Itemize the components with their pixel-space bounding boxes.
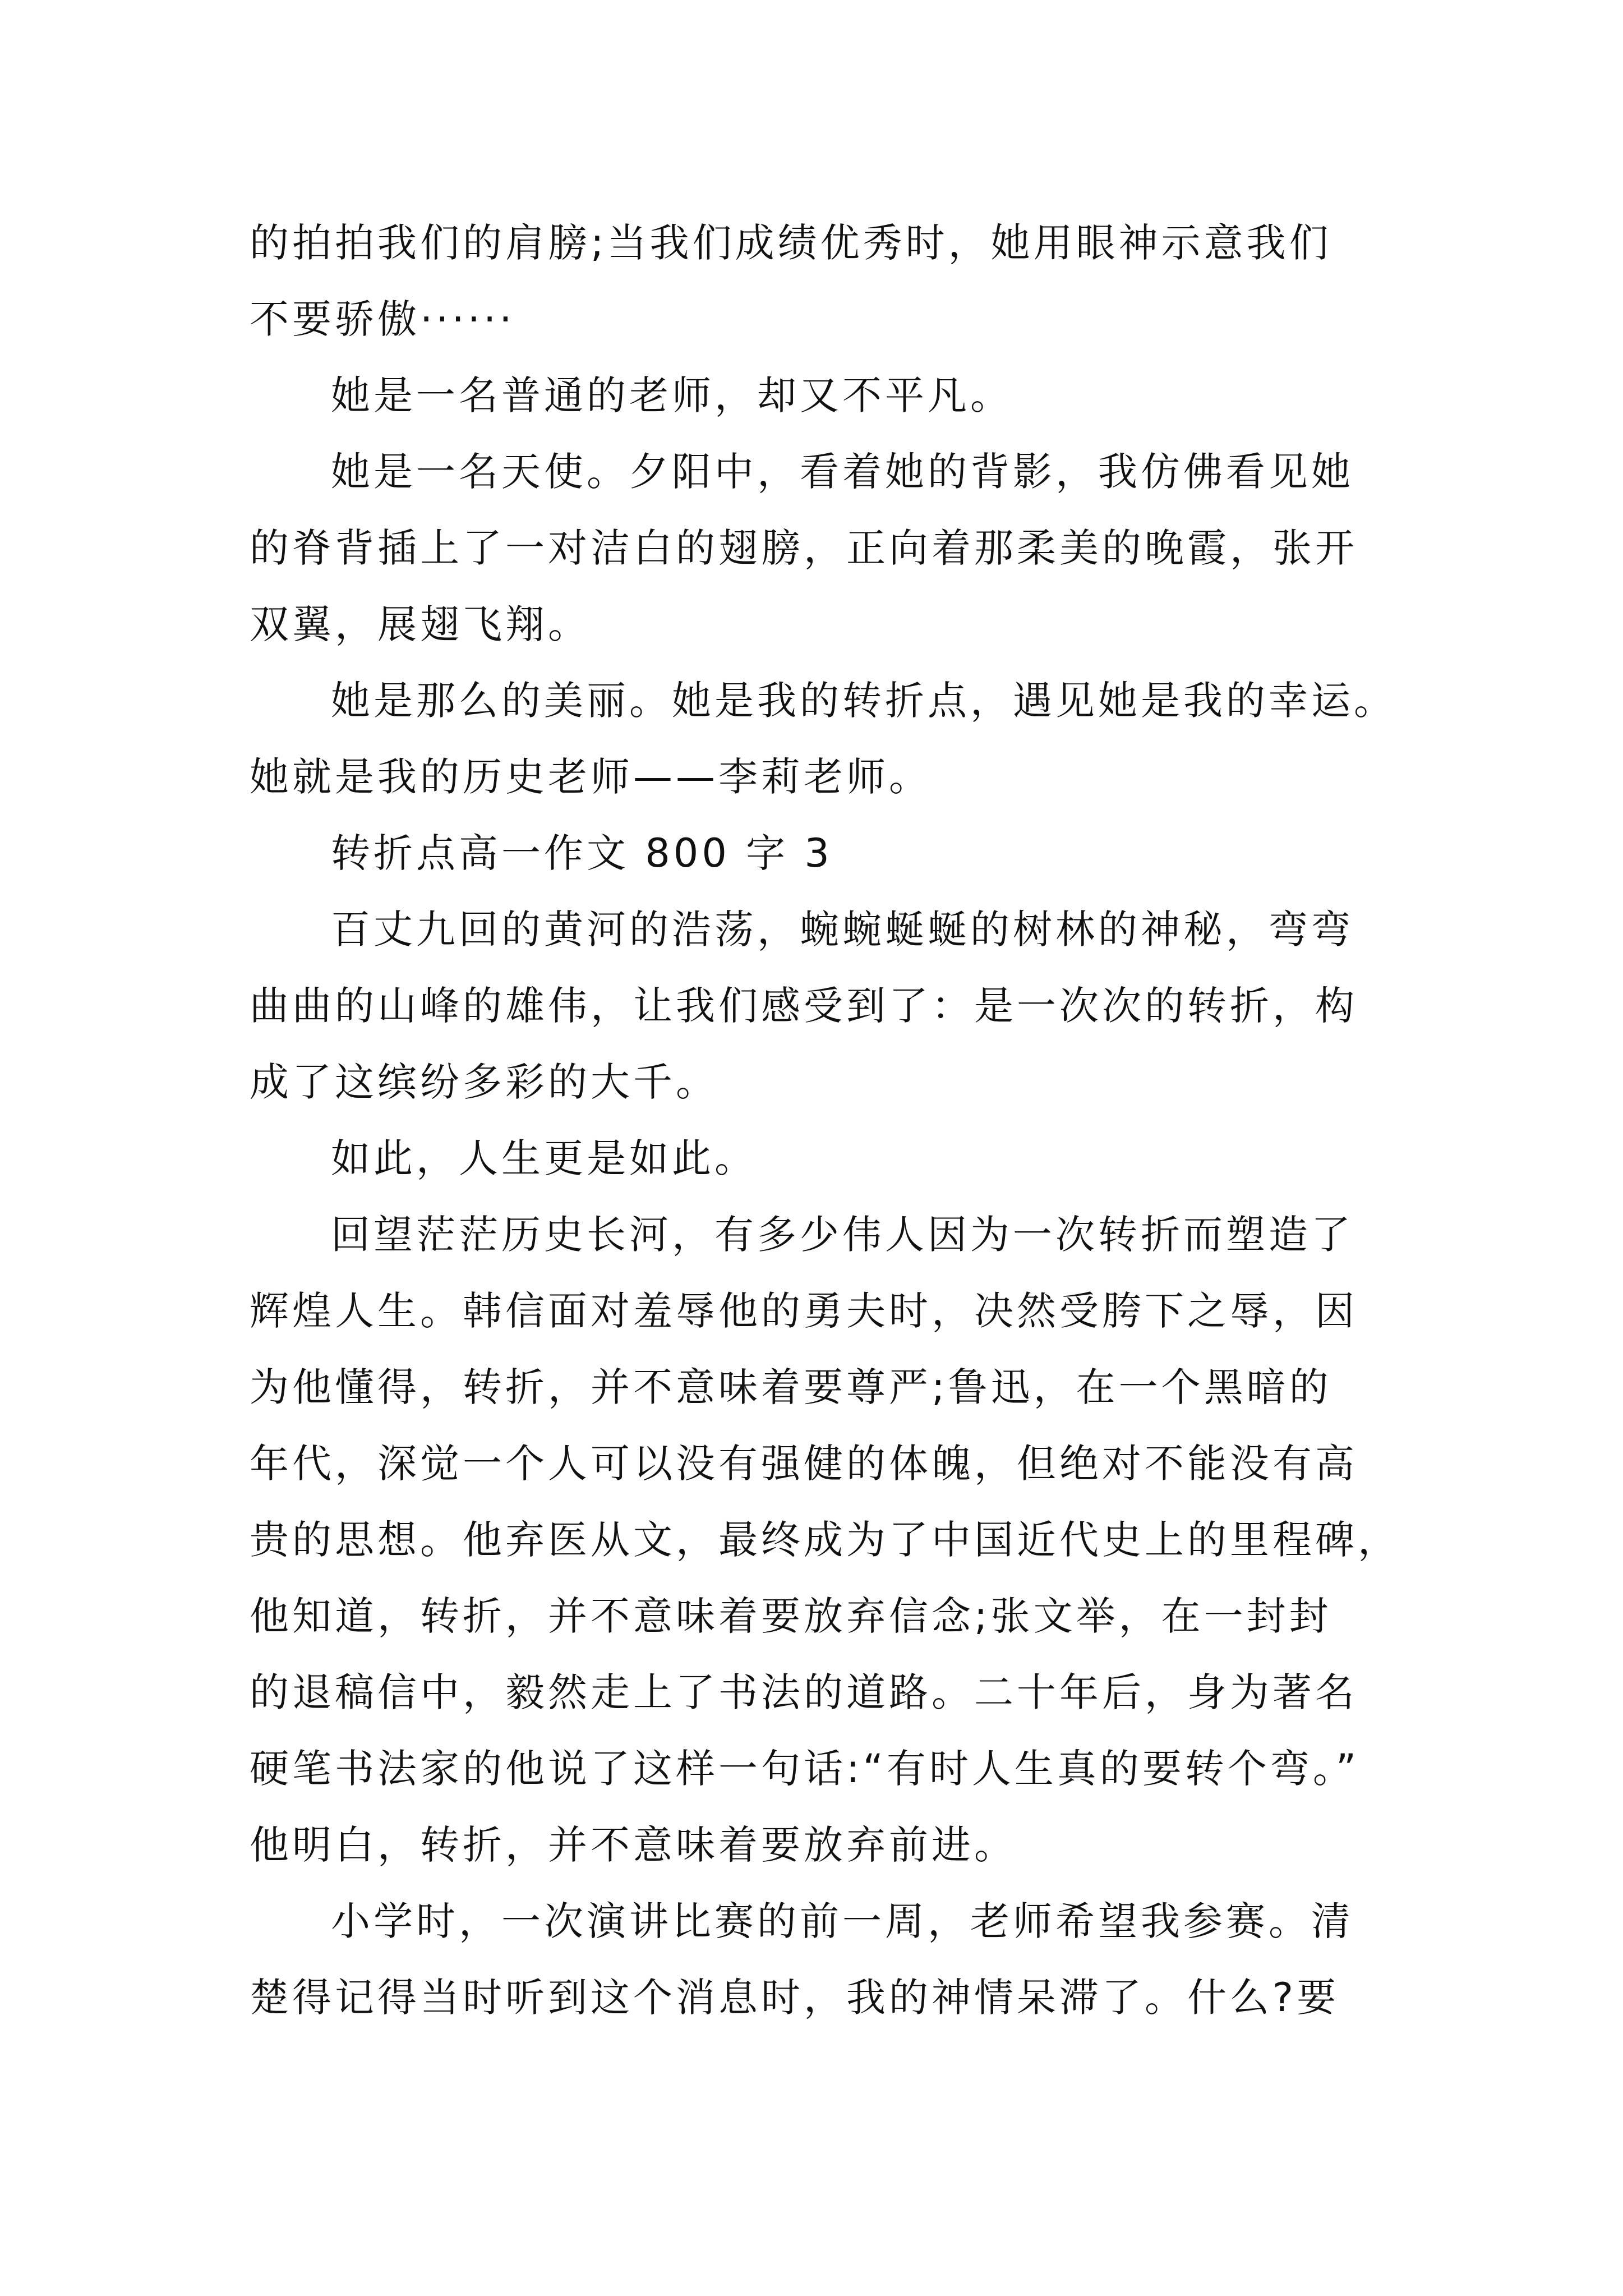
text-line-24: 楚得记得当时听到这个消息时，我的神情呆滞了。什么?要 [250,1975,1340,2021]
text-line-8: 她就是我的历史老师——李莉老师。 [250,754,932,800]
text-line-15: 辉煌人生。韩信面对羞辱他的勇夫时，决然受胯下之辱，因 [250,1288,1358,1334]
text-line-11: 曲曲的山峰的雄伟，让我们感受到了：是一次次的转折，构 [250,983,1358,1029]
text-line-20: 的退稿信中，毅然走上了书法的道路。二十年后，身为著名 [250,1669,1358,1715]
text-line-22: 他明白，转折，并不意味着要放弃前进。 [250,1822,1017,1868]
paragraph-start-line-14: 回望茫茫历史长河，有多少伟人因为一次转折而塑造了 [331,1212,1354,1258]
text-line-19: 他知道，转折，并不意味着要放弃信念;张文举，在一封封 [250,1593,1332,1639]
text-line-12: 成了这缤纷多彩的大千。 [250,1059,718,1105]
paragraph-start-line-7: 她是那么的美丽。她是我的转折点，遇见她是我的幸运。 [331,678,1396,724]
paragraph-start-line-10: 百丈九回的黄河的浩荡，蜿蜿蜒蜒的树林的神秘，弯弯 [331,907,1354,953]
paragraph-start-line-3: 她是一名普通的老师，却又不平凡。 [331,372,1013,418]
text-line-6: 双翼，展翅飞翔。 [250,601,591,647]
text-line-5: 的脊背插上了一对洁白的翅膀，正向着那柔美的晚霞，张开 [250,525,1358,571]
text-line-2: 不要骄傲······ [250,296,515,342]
text-line-1: 的拍拍我们的肩膀;当我们成绩优秀时，她用眼神示意我们 [250,220,1332,266]
paragraph-start-line-23: 小学时，一次演讲比赛的前一周，老师希望我参赛。清 [331,1898,1354,1944]
paragraph-start-line-13: 如此，人生更是如此。 [331,1135,757,1181]
text-line-16: 为他懂得，转折，并不意味着要尊严;鲁迅，在一个黑暗的 [250,1364,1332,1410]
text-line-17: 年代，深觉一个人可以没有强健的体魄，但绝对不能没有高 [250,1441,1358,1487]
paragraph-start-line-4: 她是一名天使。夕阳中，看着她的背影，我仿佛看见她 [331,449,1354,495]
text-line-21: 硬笔书法家的他说了这样一句话:“有时人生真的要转个弯。” [250,1746,1360,1792]
text-line-18: 贵的思想。他弃医从文，最终成为了中国近代史上的里程碑， [250,1517,1400,1563]
section-heading: 转折点高一作文 800 字 3 [331,830,833,876]
